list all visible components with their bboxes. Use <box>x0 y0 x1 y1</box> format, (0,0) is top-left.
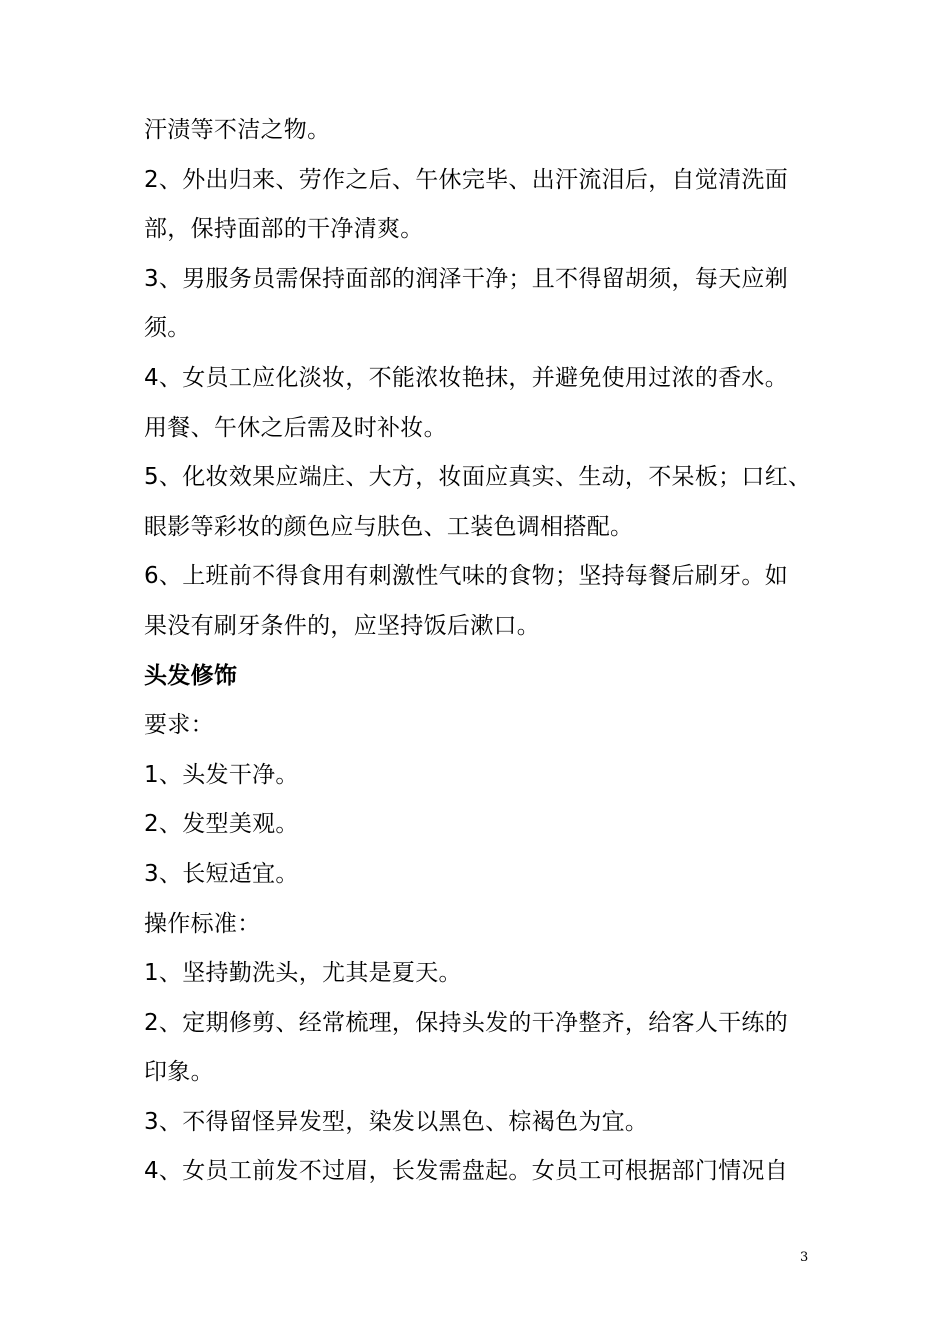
paragraph-line: 眼影等彩妆的颜色应与肤色、工装色调相搭配。 <box>144 513 634 540</box>
paragraph-line: 汗渍等不洁之物。 <box>144 117 331 143</box>
paragraph-line: 须。 <box>144 315 191 342</box>
subheading-requirements: 要求： <box>144 712 214 739</box>
list-item: 3、不得留怪异发型，染发以黑色、棕褐色为宜。 <box>144 1108 649 1135</box>
list-item: 1、头发干净。 <box>144 761 299 788</box>
paragraph-line: 用餐、午休之后需及时补妆。 <box>144 414 447 441</box>
paragraph-line: 6、上班前不得食用有刺激性气味的食物；坚持每餐后刷牙。如 <box>144 563 789 590</box>
list-item: 2、定期修剪、经常梳理，保持头发的干净整齐，给客人干练的 <box>144 1009 789 1036</box>
paragraph-line: 5、化妆效果应端庄、大方，妆面应真实、生动，不呆板；口红、 <box>144 464 812 491</box>
list-item: 2、发型美观。 <box>144 811 299 838</box>
page-number: 3 <box>800 1250 809 1265</box>
paragraph-line: 果没有刷牙条件的，应坚持饭后漱口。 <box>144 612 541 639</box>
list-item: 印象。 <box>144 1059 214 1086</box>
paragraph-line: 3、男服务员需保持面部的润泽干净；且不得留胡须，每天应剃 <box>144 265 789 292</box>
list-item: 3、长短适宜。 <box>144 860 299 887</box>
list-item: 4、女员工前发不过眉，长发需盘起。女员工可根据部门情况自 <box>144 1158 789 1185</box>
paragraph-line: 部，保持面部的干净清爽。 <box>144 216 424 243</box>
list-item: 1、坚持勤洗头，尤其是夏天。 <box>144 960 462 987</box>
document-body <box>144 106 814 1197</box>
section-heading: 头发修饰 <box>144 662 238 689</box>
paragraph-line: 4、女员工应化淡妆，不能浓妆艳抹，并避免使用过浓的香水。 <box>144 364 789 391</box>
subheading-standards: 操作标准： <box>144 910 261 937</box>
paragraph-line: 2、外出归来、劳作之后、午休完毕、出汗流泪后，自觉清洗面 <box>144 166 789 193</box>
